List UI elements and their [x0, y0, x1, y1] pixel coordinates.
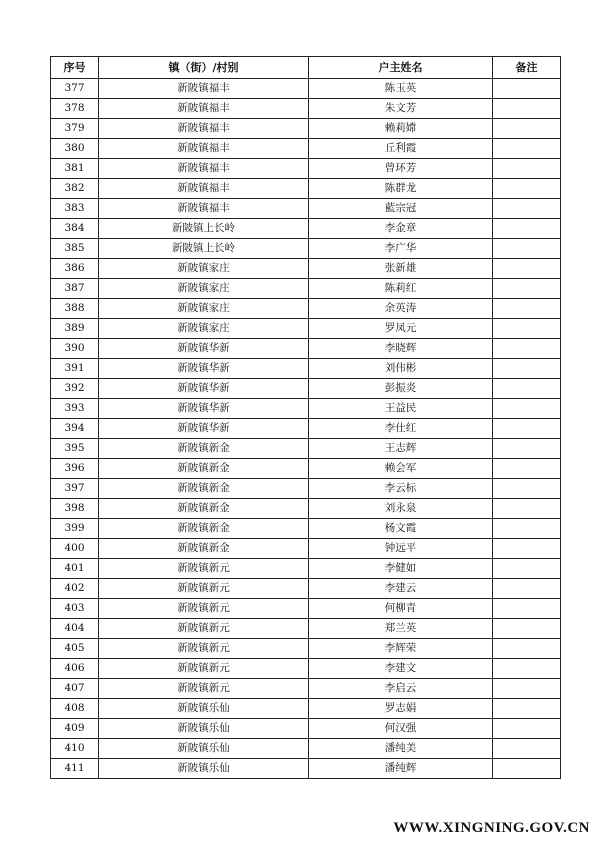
cell-remarks: [493, 179, 561, 199]
cell-serial: 391: [51, 359, 99, 379]
cell-householder-name: 李金章: [309, 219, 493, 239]
table-row: [51, 439, 561, 459]
cell-remarks: [493, 759, 561, 779]
cell-remarks: [493, 639, 561, 659]
footer-website-url: WWW.XINGNING.GOV.CN: [393, 820, 590, 836]
cell-town-village: 新陂镇新金: [99, 499, 309, 519]
cell-town-village: 新陂镇家庄: [99, 259, 309, 279]
table-row: [51, 219, 561, 239]
cell-town-village: 新陂镇新元: [99, 599, 309, 619]
cell-serial: 405: [51, 639, 99, 659]
cell-town-village: 新陂镇新元: [99, 659, 309, 679]
table-row: [51, 179, 561, 199]
cell-serial: 377: [51, 79, 99, 99]
table-row: [51, 619, 561, 639]
cell-serial: 408: [51, 699, 99, 719]
cell-remarks: [493, 579, 561, 599]
header-householder-name: 户主姓名: [309, 57, 493, 79]
cell-householder-name: 陈群龙: [309, 179, 493, 199]
cell-town-village: 新陂镇福丰: [99, 99, 309, 119]
table-row: [51, 659, 561, 679]
table-row: [51, 579, 561, 599]
cell-town-village: 新陂镇福丰: [99, 139, 309, 159]
table-row: [51, 539, 561, 559]
cell-town-village: 新陂镇新元: [99, 559, 309, 579]
cell-serial: 411: [51, 759, 99, 779]
cell-householder-name: 罗志娟: [309, 699, 493, 719]
cell-householder-name: 郑兰英: [309, 619, 493, 639]
cell-town-village: 新陂镇华新: [99, 359, 309, 379]
cell-remarks: [493, 679, 561, 699]
cell-remarks: [493, 399, 561, 419]
cell-serial: 383: [51, 199, 99, 219]
table-body: [51, 79, 561, 779]
table-row: [51, 759, 561, 779]
table-row: [51, 339, 561, 359]
cell-serial: 401: [51, 559, 99, 579]
cell-town-village: 新陂镇新元: [99, 679, 309, 699]
cell-serial: 393: [51, 399, 99, 419]
header-serial: 序号: [51, 57, 99, 79]
cell-remarks: [493, 699, 561, 719]
cell-householder-name: 刘伟彬: [309, 359, 493, 379]
cell-householder-name: 李晓辉: [309, 339, 493, 359]
cell-householder-name: 李广华: [309, 239, 493, 259]
cell-serial: 387: [51, 279, 99, 299]
table-row: [51, 79, 561, 99]
cell-householder-name: 朱文芳: [309, 99, 493, 119]
cell-town-village: 新陂镇乐仙: [99, 739, 309, 759]
cell-remarks: [493, 99, 561, 119]
cell-serial: 398: [51, 499, 99, 519]
cell-remarks: [493, 619, 561, 639]
cell-town-village: 新陂镇新元: [99, 639, 309, 659]
cell-serial: 380: [51, 139, 99, 159]
cell-remarks: [493, 119, 561, 139]
cell-remarks: [493, 539, 561, 559]
cell-householder-name: 李仕红: [309, 419, 493, 439]
cell-serial: 390: [51, 339, 99, 359]
cell-remarks: [493, 419, 561, 439]
table-row: [51, 399, 561, 419]
cell-serial: 404: [51, 619, 99, 639]
cell-serial: 400: [51, 539, 99, 559]
cell-town-village: 新陂镇家庄: [99, 279, 309, 299]
cell-serial: 396: [51, 459, 99, 479]
header-remarks: 备注: [493, 57, 561, 79]
cell-householder-name: 李启云: [309, 679, 493, 699]
cell-remarks: [493, 559, 561, 579]
cell-town-village: 新陂镇新金: [99, 439, 309, 459]
cell-remarks: [493, 139, 561, 159]
cell-householder-name: 何汉强: [309, 719, 493, 739]
table-row: [51, 739, 561, 759]
cell-town-village: 新陂镇家庄: [99, 299, 309, 319]
cell-town-village: 新陂镇上长岭: [99, 219, 309, 239]
cell-householder-name: 杨文霞: [309, 519, 493, 539]
table-row: [51, 99, 561, 119]
cell-householder-name: 曾环芳: [309, 159, 493, 179]
cell-town-village: 新陂镇福丰: [99, 159, 309, 179]
cell-householder-name: 何柳青: [309, 599, 493, 619]
cell-town-village: 新陂镇福丰: [99, 79, 309, 99]
cell-town-village: 新陂镇福丰: [99, 119, 309, 139]
cell-town-village: 新陂镇家庄: [99, 319, 309, 339]
cell-remarks: [493, 219, 561, 239]
cell-householder-name: 刘永泉: [309, 499, 493, 519]
cell-serial: 378: [51, 99, 99, 119]
cell-remarks: [493, 739, 561, 759]
cell-householder-name: 赖会军: [309, 459, 493, 479]
table-row: [51, 459, 561, 479]
table-row: [51, 419, 561, 439]
cell-householder-name: 李健如: [309, 559, 493, 579]
cell-serial: 410: [51, 739, 99, 759]
cell-remarks: [493, 599, 561, 619]
cell-householder-name: 余英涛: [309, 299, 493, 319]
cell-remarks: [493, 379, 561, 399]
cell-town-village: 新陂镇乐仙: [99, 759, 309, 779]
cell-remarks: [493, 299, 561, 319]
cell-town-village: 新陂镇华新: [99, 399, 309, 419]
cell-serial: 403: [51, 599, 99, 619]
header-town-village: 镇（街）/村别: [99, 57, 309, 79]
cell-householder-name: 张新雄: [309, 259, 493, 279]
cell-remarks: [493, 519, 561, 539]
cell-householder-name: 彭振炎: [309, 379, 493, 399]
cell-householder-name: 钟远平: [309, 539, 493, 559]
table-row: [51, 119, 561, 139]
cell-serial: 382: [51, 179, 99, 199]
table-row: [51, 239, 561, 259]
cell-householder-name: 丘利霞: [309, 139, 493, 159]
cell-town-village: 新陂镇乐仙: [99, 719, 309, 739]
cell-remarks: [493, 319, 561, 339]
cell-householder-name: 陈莉红: [309, 279, 493, 299]
cell-serial: 389: [51, 319, 99, 339]
cell-town-village: 新陂镇华新: [99, 419, 309, 439]
cell-remarks: [493, 659, 561, 679]
cell-serial: 399: [51, 519, 99, 539]
cell-householder-name: 王志辉: [309, 439, 493, 459]
cell-householder-name: 藍宗冠: [309, 199, 493, 219]
cell-householder-name: 李建文: [309, 659, 493, 679]
cell-remarks: [493, 499, 561, 519]
table-header-row: [51, 57, 561, 79]
cell-serial: 407: [51, 679, 99, 699]
cell-town-village: 新陂镇新元: [99, 619, 309, 639]
cell-serial: 397: [51, 479, 99, 499]
table-row: [51, 139, 561, 159]
cell-householder-name: 李建云: [309, 579, 493, 599]
table-row: [51, 359, 561, 379]
cell-town-village: 新陂镇上长岭: [99, 239, 309, 259]
table-row: [51, 719, 561, 739]
cell-remarks: [493, 159, 561, 179]
cell-remarks: [493, 459, 561, 479]
table-row: [51, 159, 561, 179]
cell-town-village: 新陂镇华新: [99, 379, 309, 399]
cell-town-village: 新陂镇乐仙: [99, 699, 309, 719]
cell-town-village: 新陂镇福丰: [99, 199, 309, 219]
table-row: [51, 279, 561, 299]
cell-householder-name: 罗凤元: [309, 319, 493, 339]
cell-serial: 395: [51, 439, 99, 459]
cell-town-village: 新陂镇新金: [99, 519, 309, 539]
cell-householder-name: 李云标: [309, 479, 493, 499]
cell-town-village: 新陂镇福丰: [99, 179, 309, 199]
table-row: [51, 379, 561, 399]
table-row: [51, 259, 561, 279]
cell-town-village: 新陂镇新金: [99, 539, 309, 559]
cell-householder-name: 赖莉嫦: [309, 119, 493, 139]
cell-serial: 392: [51, 379, 99, 399]
cell-householder-name: 王益民: [309, 399, 493, 419]
cell-town-village: 新陂镇华新: [99, 339, 309, 359]
table-row: [51, 519, 561, 539]
cell-serial: 384: [51, 219, 99, 239]
cell-serial: 406: [51, 659, 99, 679]
cell-serial: 385: [51, 239, 99, 259]
cell-town-village: 新陂镇新金: [99, 479, 309, 499]
cell-town-village: 新陂镇新金: [99, 459, 309, 479]
table-row: [51, 679, 561, 699]
cell-remarks: [493, 359, 561, 379]
cell-remarks: [493, 259, 561, 279]
table-row: [51, 199, 561, 219]
table-row: [51, 559, 561, 579]
cell-serial: 388: [51, 299, 99, 319]
cell-remarks: [493, 199, 561, 219]
table-row: [51, 299, 561, 319]
cell-remarks: [493, 339, 561, 359]
cell-town-village: 新陂镇新元: [99, 579, 309, 599]
cell-serial: 409: [51, 719, 99, 739]
table-row: [51, 319, 561, 339]
cell-serial: 386: [51, 259, 99, 279]
cell-serial: 402: [51, 579, 99, 599]
table-row: [51, 599, 561, 619]
cell-serial: 379: [51, 119, 99, 139]
cell-remarks: [493, 719, 561, 739]
cell-householder-name: 潘纯辉: [309, 759, 493, 779]
table-row: [51, 499, 561, 519]
cell-remarks: [493, 79, 561, 99]
cell-remarks: [493, 439, 561, 459]
cell-serial: 381: [51, 159, 99, 179]
cell-serial: 394: [51, 419, 99, 439]
cell-remarks: [493, 279, 561, 299]
table-row: [51, 479, 561, 499]
table-row: [51, 639, 561, 659]
cell-householder-name: 陈玉英: [309, 79, 493, 99]
cell-remarks: [493, 479, 561, 499]
cell-remarks: [493, 239, 561, 259]
table-row: [51, 699, 561, 719]
household-table: [50, 56, 561, 779]
cell-householder-name: 潘纯美: [309, 739, 493, 759]
cell-householder-name: 李辉荣: [309, 639, 493, 659]
